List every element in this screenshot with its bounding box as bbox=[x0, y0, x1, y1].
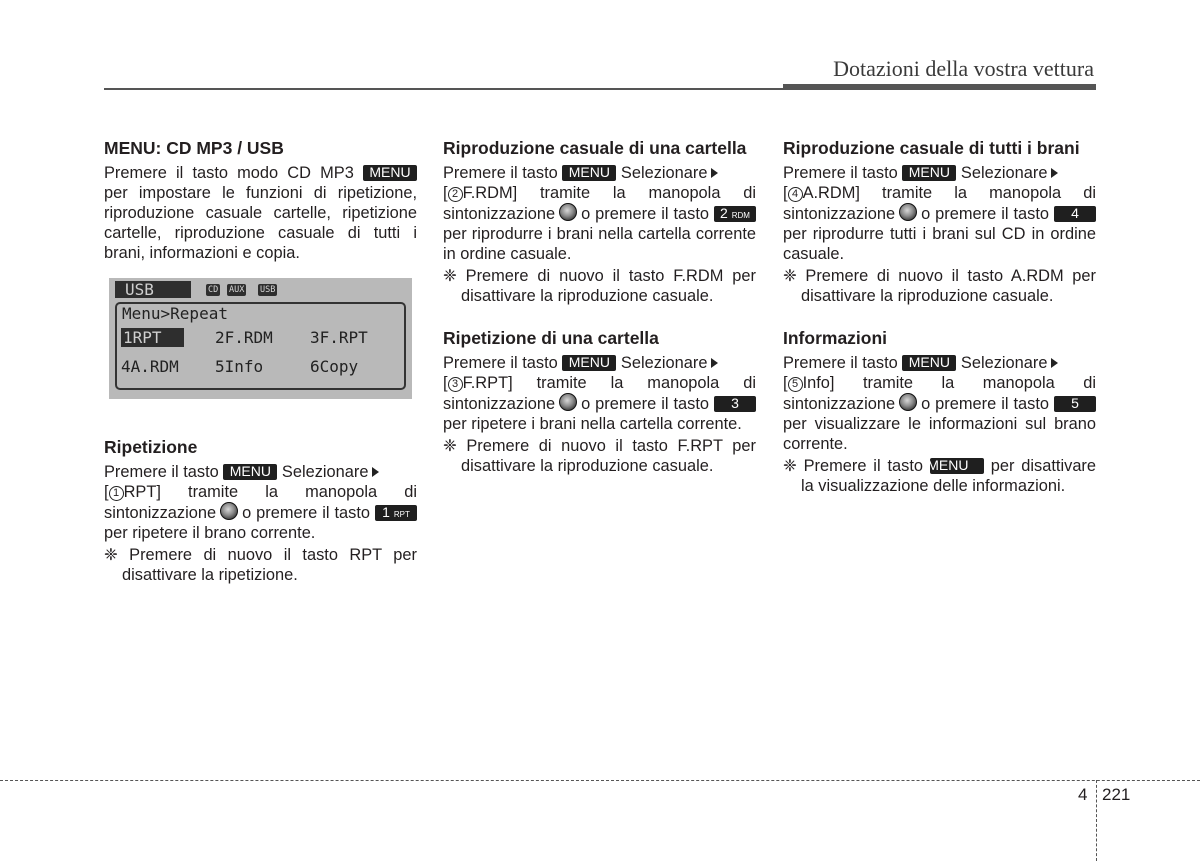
section-number: 4 bbox=[1078, 785, 1088, 804]
tuning-knob-icon bbox=[559, 203, 577, 221]
right-arrow-icon bbox=[1051, 358, 1058, 368]
right-arrow-icon bbox=[711, 168, 718, 178]
info-paragraph: Premere il tasto MENU Selezionare [ 5 Info] tramite la manopola di sintonizzazione o premere il tasto 5 per visualizzare le informazioni sul brano corrente. bbox=[783, 354, 1096, 453]
lcd-item-3: 3F.RPT bbox=[310, 328, 368, 347]
column-2 bbox=[443, 138, 756, 476]
preset-key-2-icon: 2 RDM bbox=[714, 206, 756, 222]
menu-key-icon: MENU bbox=[902, 165, 956, 181]
column-3 bbox=[783, 138, 1096, 496]
info-note: ❈ Premere il tasto MENU per disattivare la visualizzazione delle informazioni. bbox=[783, 457, 1097, 495]
lcd-source-label: USB bbox=[115, 281, 191, 298]
tuning-knob-icon bbox=[559, 393, 577, 411]
tuning-knob-icon bbox=[899, 203, 917, 221]
frdm-note: ❈ Premere di nuovo il tasto F.RDM per disattivare la riproduzione casuale. bbox=[443, 267, 756, 305]
lcd-item-1: 1RPT bbox=[121, 329, 184, 347]
menu-key-icon: MENU bbox=[562, 165, 616, 181]
preset-key-4-icon: 4 bbox=[1054, 206, 1096, 222]
preset-key-1-icon: 1 RPT bbox=[375, 505, 417, 521]
footer-rule bbox=[0, 780, 1200, 781]
preset-key-3-icon: 3 bbox=[714, 396, 756, 412]
lcd-tag-cd: CD bbox=[208, 285, 219, 295]
lcd-item-2: 2F.RDM bbox=[215, 328, 273, 347]
lcd-item-6: 6Copy bbox=[310, 357, 359, 376]
lcd-menu-path: Menu>Repeat bbox=[122, 304, 228, 323]
menu-key-icon: MENU bbox=[223, 464, 277, 480]
lcd-tag-aux: AUX bbox=[229, 285, 245, 295]
menu-key-icon: MENU bbox=[363, 165, 417, 181]
circled-number-icon: 5 bbox=[788, 377, 803, 392]
lcd-menu-box bbox=[115, 302, 406, 390]
circled-number-icon: 1 bbox=[109, 486, 124, 501]
ardm-paragraph: Premere il tasto MENU Selezionare [ 4 A.RDM] tramite la manopola di sintonizzazione o premere il tasto 4 per riprodurre tutti i brani sul CD in ordine casuale. bbox=[783, 164, 1096, 263]
right-arrow-icon bbox=[711, 358, 718, 368]
ripetizione-note: ❈ Premere di nuovo il tasto RPT per disattivare la ripetizione. bbox=[104, 546, 417, 584]
preset-key-5-icon: 5 bbox=[1054, 396, 1096, 412]
menu-key-icon: MENU bbox=[902, 355, 956, 371]
right-arrow-icon bbox=[1051, 168, 1058, 178]
tuning-knob-icon bbox=[220, 502, 238, 520]
column-1 bbox=[104, 138, 417, 585]
right-arrow-icon bbox=[372, 467, 379, 477]
section-title-info: Informazioni bbox=[783, 328, 888, 348]
frpt-note: ❈ Premere di nuovo il tasto F.RPT per disattivare la riproduzione casuale. bbox=[443, 437, 756, 475]
section-title-frpt: Ripetizione di una cartella bbox=[443, 328, 659, 348]
lcd-display-illustration bbox=[109, 278, 412, 399]
section-title-ardm: Riproduzione casuale di tutti i brani bbox=[783, 138, 1080, 158]
running-header: Dotazioni della vostra vettura bbox=[833, 56, 1094, 81]
footer-divider bbox=[1096, 780, 1097, 861]
menu-key-icon: MENU bbox=[562, 355, 616, 371]
page-number: 221 bbox=[1102, 785, 1131, 804]
menu-key-icon: MENU bbox=[930, 458, 984, 474]
intro-paragraph: Premere il tasto modo CD MP3 MENU per impostare le funzioni di ripetizione, riproduzione casuale cartelle, ripetizione cartelle, riproduzione casuale di tutti i brani, informazioni e copia. bbox=[104, 164, 417, 262]
frdm-paragraph: Premere il tasto MENU Selezionare [ 2 F.RDM] tramite la manopola di sintonizzazione o premere il tasto 2 RDM per riprodurre i brani nella cartella corrente in ordine casuale. bbox=[443, 164, 756, 263]
lcd-item-5: 5Info bbox=[215, 357, 264, 376]
section-title-menu: MENU: CD MP3 / USB bbox=[104, 138, 284, 158]
frpt-paragraph: Premere il tasto MENU Selezionare [ 3 F.RPT] tramite la manopola di sintonizzazione o premere il tasto 3 per ripetere i brani nella cartella corrente. bbox=[443, 354, 756, 433]
section-title-ripetizione: Ripetizione bbox=[104, 437, 198, 457]
ardm-note: ❈ Premere di nuovo il tasto A.RDM per disattivare la riproduzione casuale. bbox=[783, 267, 1096, 305]
circled-number-icon: 4 bbox=[788, 187, 803, 202]
circled-number-icon: 2 bbox=[448, 187, 463, 202]
lcd-item-4: 4A.RDM bbox=[121, 357, 179, 376]
circled-number-icon: 3 bbox=[448, 377, 463, 392]
lcd-tag-usb: USB bbox=[260, 285, 276, 295]
header-accent-bar bbox=[783, 84, 1096, 90]
tuning-knob-icon bbox=[899, 393, 917, 411]
ripetizione-paragraph: Premere il tasto MENU Selezionare [ 1 RPT] tramite la manopola di sintonizzazione o premere il tasto 1 RPT per ripetere il brano corrente. bbox=[104, 463, 417, 542]
section-title-frdm: Riproduzione casuale di una cartella bbox=[443, 138, 747, 158]
